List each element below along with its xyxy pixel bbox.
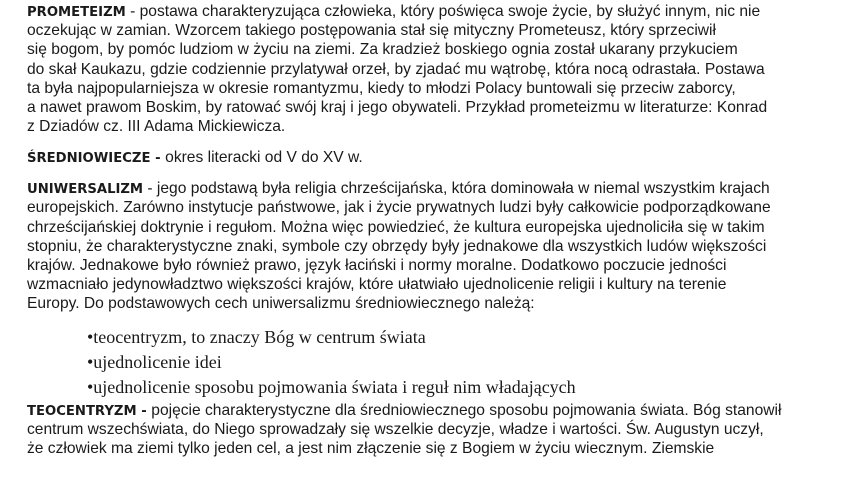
term-uniwersalizm: UNIWERSALIZM [27, 182, 144, 197]
prometeizm-line-4: do skał Kaukazu, gdzie codziennie przylatywał orzeł, by zjadać mu wątrobę, która nocą odrastała. Postawa [27, 61, 765, 78]
term-teocentryzm: TEOCENTRYZM - [27, 404, 152, 419]
uniwersalizm-line-4: stopniu, że charakterystyczne znaki, symbole czy obrzędy były jednakowe dla wszystkich ludów większości [27, 238, 767, 255]
uniwersalizm-line-7: Europy. Do podstawowych cech uniwersalizmu średniowiecznego należą: [27, 295, 535, 312]
teocentryzm-line-1 [27, 401, 781, 421]
term-sredniowiecze: ŚREDNIOWIECZE - [27, 151, 166, 166]
teocentryzm-line-2: centrum wszechświata, do Niego sprowadzały się wszelkie decyzje, władze i wartości. Św. Augustyn uczył, [27, 421, 764, 438]
uniwersalizm-line-5: krajów. Jednakowe było również prawo, język łaciński i normy moralne. Dodatkowo poczucie jedności [27, 257, 727, 274]
definition-text: pojęcie charakterystyczne dla średniowiecznego sposobu pojmowania świata. Bóg stanowił [151, 402, 782, 419]
prometeizm-line-7: z Dziadów cz. III Adama Mickiewicza. [27, 118, 286, 135]
definition-text: - postawa charakteryzująca człowieka, który poświęca swoje życie, by służyć innym, nic nie [125, 3, 761, 20]
prometeizm-line-5: ta była najpopularniejsza w okresie romantyzmu, kiedy to młodzi Polacy buntowali się przeciw zaborcy, [27, 80, 736, 97]
definition-text: okres literacki od V do XV w. [165, 149, 363, 166]
prometeizm-line-1 [27, 2, 760, 22]
uniwersalizm-line-2: europejskich. Zarówno instytucje państwowe, jak i życie prywatnych ludzi były całkowicie podporządkowane [27, 199, 771, 216]
definition-text: - jego podstawą była religia chrześcijańska, która dominowała w niemal wszystkim krajach [143, 180, 770, 197]
uniwersalizm-line-3: chrześcijańskiej doktrynie i regułom. Można więc powiedzieć, że kultura europejska ujednoliciła się w takim [27, 219, 765, 236]
uniwersalizm-line-1 [27, 179, 770, 199]
prometeizm-line-2: oczekując w zamian. Wzorcem takiego postępowania stał się mityczny Prometeusz, który sprzeciwił [27, 22, 716, 39]
list-item: •ujednolicenie sposobu pojmowania świata i reguł nim władających [87, 377, 576, 397]
list-item: •teocentryzm, to znaczy Bóg w centrum świata [87, 327, 426, 347]
teocentryzm-line-3: że człowiek ma ziemi tylko jeden cel, a jest nim złączenie się z Bogiem w życiu wiecznym. Ziemskie [27, 440, 715, 457]
list-item: •ujednolicenie idei [87, 352, 222, 372]
prometeizm-line-3: się bogom, by pomóc ludziom w życiu na ziemi. Za kradzież boskiego ognia został ukarany przykuciem [27, 41, 738, 58]
prometeizm-line-6: a nawet prawom Boskim, by ratować swój kraj i jego obywateli. Przykład prometeizmu w literaturze: Konrad [27, 99, 768, 116]
uniwersalizm-line-6: wzmacniało jedynowładztwo większości krajów, które ułatwiało ujednolicenie religii i kultury na terenie [27, 276, 727, 293]
sredniowiecze-line [27, 148, 363, 168]
term-prometeizm: PROMETEIZM [27, 5, 126, 20]
